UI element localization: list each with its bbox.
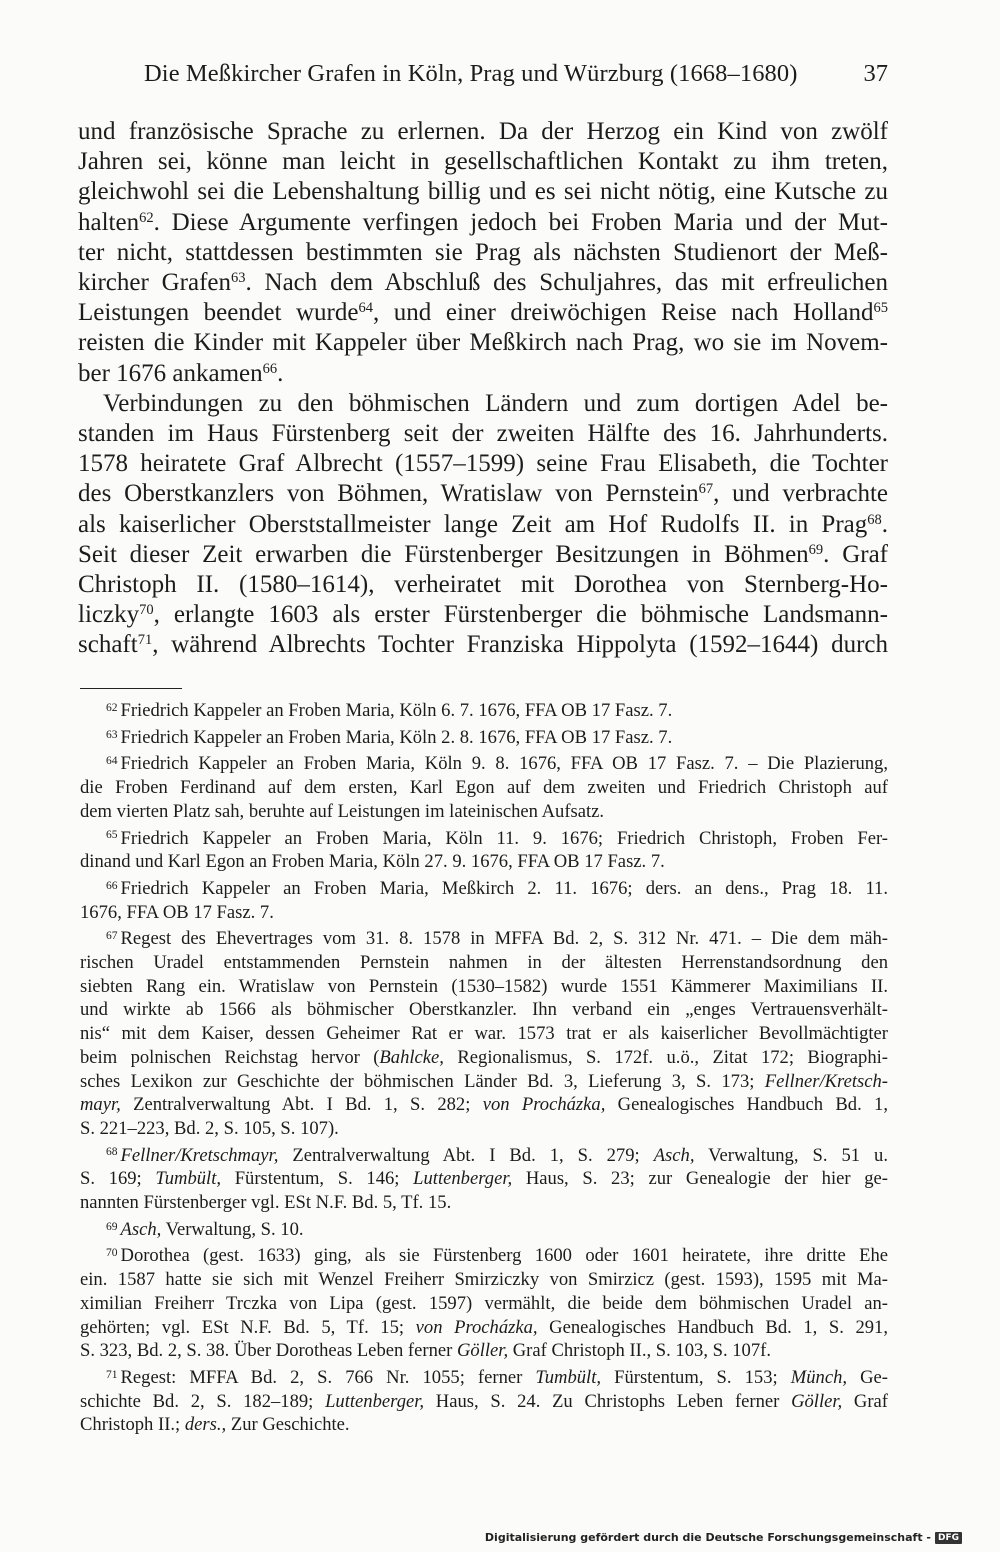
text-line [78, 298, 888, 328]
footnote-text: S. 169; [80, 1168, 156, 1190]
text-segment: , erlangte 1603 als erster Fürstenberger die böhmische Landsmann- [153, 601, 888, 629]
footnote-68 [80, 1144, 888, 1215]
footnote-text: Friedrich Kappeler an Froben Maria, Köln 6. 7. 1676, FFA OB 17 Fasz. 7. [120, 700, 673, 721]
footnote-ref-69[interactable]: 69 [808, 541, 824, 558]
text-line: standen im Haus Fürstenberg seit der zweiten Hälfte des 16. Jahrhunderts. [78, 420, 888, 448]
footnote-ref-64[interactable]: 64 [358, 300, 373, 317]
footnote-ref-67[interactable]: 67 [698, 481, 714, 498]
footnote-number: 68 [106, 1146, 118, 1159]
footnote-67 [80, 927, 888, 1140]
footnote-ref-65[interactable]: 65 [873, 300, 888, 317]
footnote-number: 66 [106, 879, 118, 892]
footnote-text: Fürstentum, S. 153; [601, 1366, 791, 1388]
footnote-line [80, 726, 888, 750]
footnote-text: Genealogisches Handbuch Bd. 1, [605, 1094, 888, 1116]
author-name: Münch, [790, 1366, 848, 1388]
footnote-text: S. 323, Bd. 2, S. 38. Über Dorotheas Leben ferner [80, 1340, 457, 1362]
text-line: Christoph II. (1580–1614), verheiratet mit Dorothea von Sternberg-Ho- [78, 571, 888, 599]
footnote-ref-63[interactable]: 63 [230, 270, 246, 287]
footnote-text: schichte Bd. 2, S. 182–189; [80, 1390, 326, 1412]
footnote-number: 63 [106, 728, 118, 741]
author-name: Fellner/Kretschmayr, [120, 1144, 279, 1166]
author-name: Luttenberger, [325, 1390, 425, 1412]
running-title: Die Meßkircher Grafen in Köln, Prag und Würzburg (1668–1680) [144, 60, 798, 87]
footnote-line [80, 1316, 888, 1340]
footnote-line: siebten Rang ein. Wratislaw von Pernstein (1530–1582) wurde 1551 Kämmerer Maximilians II. [80, 975, 888, 997]
footnote-text: Zur Geschichte. [226, 1414, 350, 1436]
footnote-text: Fürstentum, S. 146; [221, 1168, 414, 1190]
text-line: 1578 heiratete Graf Albrecht (1557–1599) seine Frau Elisabeth, die Tochter [78, 450, 888, 478]
footnote-text: Haus, S. 23; zur Genealogie der hier ge- [512, 1168, 888, 1190]
text-line [78, 359, 888, 389]
footnote-71 [80, 1366, 888, 1437]
text-segment: halten [78, 208, 140, 236]
footnote-line: rischen Uradel entstammenden Pernstein nahmen in der ältesten Herrenstandsordnung den [80, 952, 888, 974]
author-name: Tumbült, [535, 1366, 602, 1388]
text-segment: . Diese Argumente verfingen jedoch bei Froben Maria und der Mut- [153, 208, 888, 236]
footnote-number: 64 [106, 755, 118, 768]
footnote-text: beim polnischen Reichstag hervor ( [80, 1046, 380, 1068]
footnote-number: 70 [106, 1247, 118, 1260]
footnote-text: Genealogisches Handbuch Bd. 1, S. 291, [537, 1316, 889, 1338]
footnote-line [80, 1218, 888, 1242]
footnote-line [80, 1339, 888, 1363]
footnote-line: S. 221–223, Bd. 2, S. 105, S. 107). [80, 1117, 339, 1139]
footnote-text: Friedrich Kappeler an Froben Maria, Meßkirch 2. 11. 1676; ders. an dens., Prag 18. 11. [120, 877, 888, 899]
author-name: Fellner/Kretsch- [764, 1070, 888, 1092]
footnote-number: 69 [106, 1220, 118, 1233]
running-header [78, 58, 888, 94]
footnote-line: 1676, FFA OB 17 Fasz. 7. [80, 901, 274, 923]
footnote-line [80, 1244, 888, 1268]
text-segment: kircher Grafen [78, 269, 231, 297]
footnote-text: Dorothea (gest. 1633) ging, als sie Fürstenberg 1600 oder 1601 heiratete, ihre dritte Ehe [120, 1245, 888, 1267]
text-line [78, 600, 888, 630]
footnote-text: Zentralverwaltung Abt. I Bd. 1, S. 282; [120, 1094, 483, 1116]
text-line [78, 208, 888, 238]
footnote-ref-62[interactable]: 62 [139, 209, 154, 226]
footnote-line [80, 1413, 888, 1437]
text-segment: ber 1676 ankamen [78, 359, 263, 387]
footnote-line [80, 1366, 888, 1390]
text-line [78, 268, 888, 298]
footnote-line [80, 1167, 888, 1191]
author-name: von Procházka, [482, 1094, 606, 1116]
text-segment: des Oberstkanzlers von Böhmen, Wratislaw von Pernstein [78, 480, 699, 508]
text-segment: , und verbrachte [713, 480, 889, 508]
main-text [78, 117, 888, 661]
text-line [78, 479, 888, 509]
text-line: und französische Sprache zu erlernen. Da der Herzog ein Kind von zwölf [78, 118, 888, 145]
footnote-69 [80, 1218, 888, 1242]
footnote-text: sches Lexikon zur Geschichte der böhmischen Länder Bd. 3, Lieferung 3, S. 173; [80, 1070, 765, 1092]
footnote-66 [80, 877, 888, 924]
footnote-line [80, 877, 888, 901]
text-segment: Leistungen beendet wurde [78, 299, 359, 327]
footnote-line: und wirkte ab 1566 als böhmischer Oberstkanzler. Ihn verband ein „enges Vertrauensverhält- [80, 999, 888, 1021]
footnote-line [80, 927, 888, 951]
text-segment: als kaiserlicher Oberststallmeister lange Zeit am Hof Rudolfs II. in Prag [78, 510, 868, 538]
footnote-ref-71[interactable]: 71 [137, 632, 153, 649]
author-name: Asch, [653, 1144, 695, 1166]
dfg-logo-icon: DFG [935, 1532, 962, 1544]
footnote-line [80, 1070, 888, 1094]
footnote-text: Haus, S. 24. Zu Christophs Leben ferner [424, 1390, 792, 1412]
text-segment: . [277, 359, 284, 387]
author-name: Bahlcke, [379, 1046, 444, 1068]
footnote-ref-70[interactable]: 70 [139, 602, 154, 619]
digitization-footer [485, 1531, 962, 1544]
author-name: mayr, [80, 1094, 121, 1116]
footnote-ref-66[interactable]: 66 [262, 360, 278, 377]
footnote-text: Christoph II.; [80, 1414, 185, 1436]
author-name: Luttenberger, [413, 1168, 513, 1190]
footnote-line [80, 827, 888, 851]
author-name: ders., [184, 1414, 227, 1436]
footnote-line [80, 1046, 888, 1070]
text-line: Verbindungen zu den böhmischen Ländern und zum dortigen Adel be- [103, 389, 888, 417]
footnote-line: dem vierten Platz sah, beruhte auf Leistungen im lateinischen Aufsatz. [80, 800, 605, 822]
author-name: Asch, [120, 1218, 162, 1240]
footnote-text: Friedrich Kappeler an Froben Maria, Köln 11. 9. 1676; Friedrich Christoph, Froben Fer- [120, 827, 888, 849]
footnote-number: 67 [106, 930, 118, 943]
text-line: Jahren sei, könne man leicht in gesellschaftlichen Kontakt zu ihm treten, [78, 148, 888, 176]
text-segment: . [881, 510, 888, 538]
footnote-line: nannten Fürstenberger vgl. ESt N.F. Bd. 5, Tf. 15. [80, 1192, 452, 1214]
footnote-number: 65 [106, 829, 118, 842]
page-number: 37 [863, 60, 888, 87]
footnote-text: Friedrich Kappeler an Froben Maria, Köln 2. 8. 1676, FFA OB 17 Fasz. 7. [120, 726, 673, 748]
footnote-text: Ge- [847, 1366, 888, 1388]
footnote-65 [80, 827, 888, 874]
text-segment: , während Albrechts Tochter Franziska Hippolyta (1592–1644) durch [152, 631, 888, 659]
text-segment: , und einer dreiwöchigen Reise nach Holland [372, 299, 874, 327]
author-name: von Procházka, [415, 1316, 538, 1338]
text-line [78, 630, 888, 660]
footnote-line: ein. 1587 hatte sie sich mit Wenzel Freiherr Smirziczky von Smirzicz (gest. 1593), 1595 mit Ma- [80, 1269, 888, 1291]
footnote-text: gehörten; vgl. ESt N.F. Bd. 5, Tf. 15; [80, 1316, 416, 1338]
footnote-line: die Froben Ferdinand auf dem ersten, Karl Egon auf dem zweiten und Friedrich Christoph auf [80, 777, 888, 799]
footnote-text: Regest: MFFA Bd. 2, S. 766 Nr. 1055; ferner [120, 1366, 536, 1388]
text-segment: schaft [78, 631, 138, 659]
footnote-line [80, 1144, 888, 1168]
text-segment: . Graf [823, 540, 888, 568]
author-name: Göller, [791, 1390, 843, 1412]
footnote-number: 71 [106, 1368, 118, 1381]
footnote-text: Graf [842, 1390, 888, 1412]
footnote-text: Zentralverwaltung Abt. I Bd. 1, S. 279; [278, 1144, 654, 1166]
text-line: gleichwohl sei die Lebenshaltung billig und es sei nicht nötig, eine Kutsche zu [78, 178, 888, 206]
footnote-line: dinand und Karl Egon an Froben Maria, Köln 27. 9. 1676, FFA OB 17 Fasz. 7. [80, 851, 665, 873]
footnote-63 [80, 726, 888, 750]
footnote-line: ximilian Freiherr Trczka von Lipa (gest. 1597) vermählt, die beide dem böhmischen Uradel an- [80, 1292, 888, 1314]
text-line [78, 540, 888, 570]
footnote-ref-68[interactable]: 68 [867, 511, 882, 528]
footer-text: Digitalisierung gefördert durch die Deutsche Forschungsgemeinschaft - [484, 1531, 931, 1544]
text-line: reisten die Kinder mit Kappeler über Meßkirch nach Prag, wo sie im Novem- [78, 329, 888, 357]
text-segment: . Nach dem Abschluß des Schuljahres, das mit erfreulichen [245, 269, 888, 297]
footnote-62 [80, 699, 888, 723]
footnote-text: Verwaltung, S. 10. [161, 1218, 304, 1240]
text-segment: Seit dieser Zeit erwarben die Fürstenberger Besitzungen in Böhmen [78, 540, 809, 568]
footnotes [80, 699, 888, 1440]
footnote-line: nis“ mit dem Kaiser, dessen Geheimer Rat er war. 1573 trat er als kaiserlicher Bevollmächtigter [80, 1023, 888, 1045]
footnote-line [80, 752, 888, 776]
text-line: ter nicht, stattdessen bestimmten sie Prag als nächsten Studienort der Meß- [78, 238, 888, 266]
footnote-line [80, 1390, 888, 1414]
footnote-rule [80, 688, 182, 689]
author-name: Göller, [456, 1340, 509, 1362]
footnote-text: Friedrich Kappeler an Froben Maria, Köln 9. 8. 1676, FFA OB 17 Fasz. 7. – Die Plazierung, [120, 753, 888, 775]
footnote-text: Verwaltung, S. 51 u. [694, 1144, 889, 1166]
footnote-64 [80, 752, 888, 823]
footnote-text: Regest des Ehevertrages vom 31. 8. 1578 in MFFA Bd. 2, S. 312 Nr. 471. – Die dem mäh- [120, 928, 888, 950]
text-segment: liczky [78, 601, 140, 629]
author-name: Tumbült, [155, 1168, 222, 1190]
footnote-text: Graf Christoph II., S. 103, S. 107f. [508, 1340, 771, 1362]
text-line [78, 510, 888, 540]
footnote-70 [80, 1244, 888, 1363]
footnote-line [80, 1093, 888, 1117]
footnote-line [80, 699, 888, 723]
footnote-number: 62 [106, 701, 118, 714]
footnote-text: Regionalismus, S. 172f. u.ö., Zitat 172; Biographi- [443, 1046, 888, 1068]
